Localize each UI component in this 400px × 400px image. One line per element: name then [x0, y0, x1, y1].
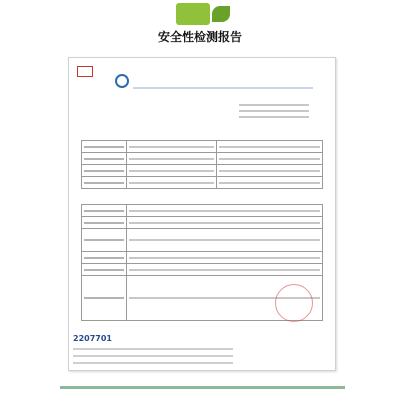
table-row: [82, 141, 323, 153]
table-row: [82, 229, 323, 252]
table-row: [82, 252, 323, 264]
report-paper: [68, 57, 336, 371]
report-page-line: [239, 110, 309, 112]
cma-mark-icon: [77, 66, 93, 77]
leaf-icon: [212, 6, 230, 22]
company-name: [233, 8, 393, 20]
footer-bar: [60, 386, 345, 389]
table-row: [82, 177, 323, 189]
org-name-en: [133, 87, 313, 89]
footer-line: [73, 355, 233, 357]
report-subtitle: [148, 44, 238, 52]
table-row: [82, 264, 323, 276]
org-logo-icon: [115, 74, 129, 88]
org-name: [133, 74, 323, 87]
page-title: 安全性检测报告: [157, 30, 242, 44]
company-logo: [176, 3, 210, 25]
table-row: [82, 165, 323, 177]
footer-line: [73, 348, 233, 350]
table-row: [82, 217, 323, 229]
report-number-line: [239, 104, 309, 106]
summary-table: [81, 140, 323, 189]
table-row: [82, 205, 323, 217]
table-row: [82, 153, 323, 165]
official-stamp: [275, 284, 313, 322]
report-serial: 2207701: [73, 334, 112, 343]
footer-line: [73, 362, 233, 364]
report-date-line: [239, 116, 309, 118]
